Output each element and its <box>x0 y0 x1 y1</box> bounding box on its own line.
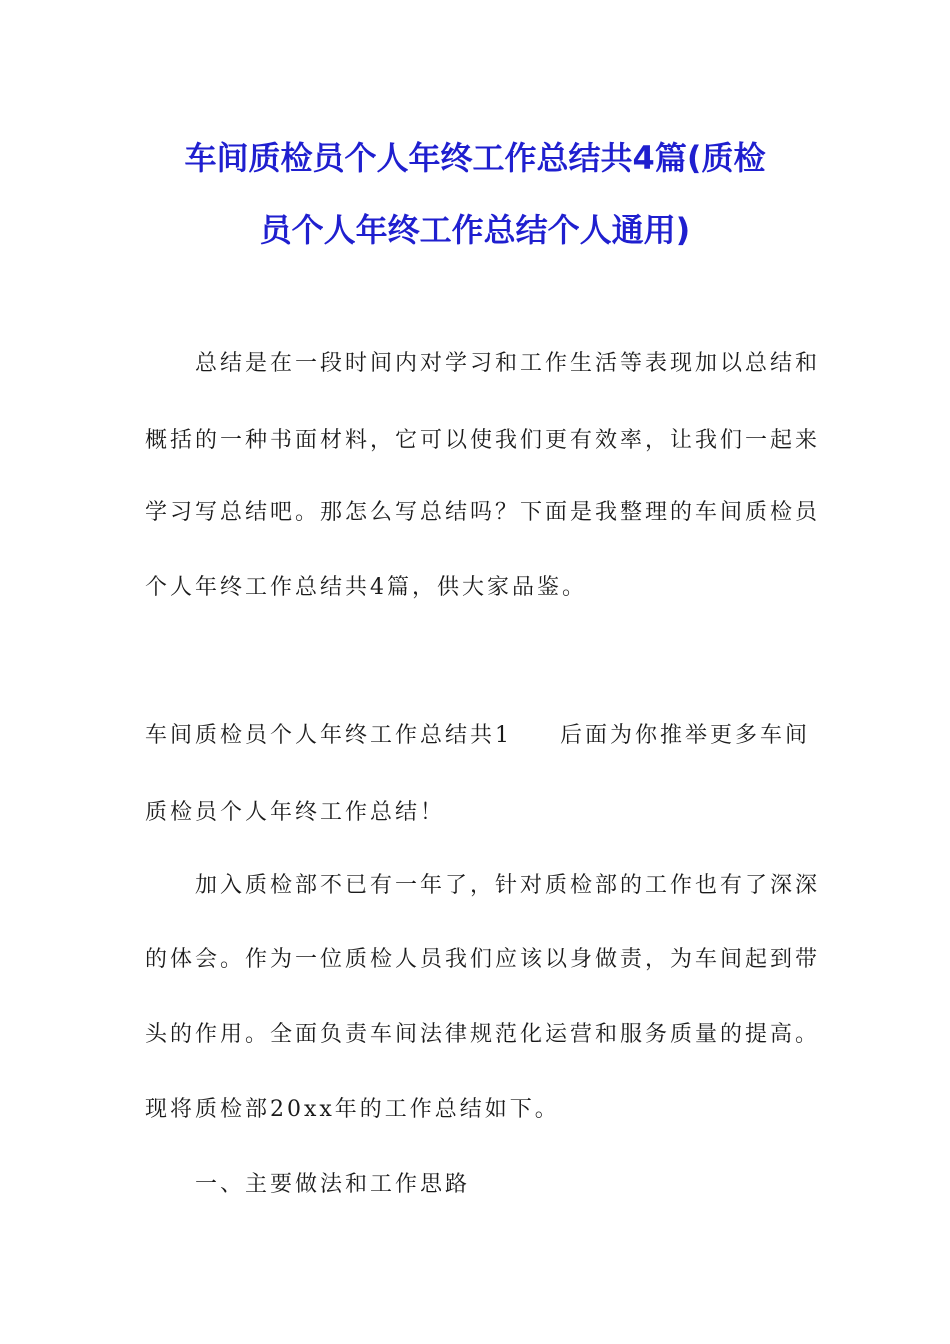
body-line-2: 的体会。作为一位质检人员我们应该以身做责，为车间起到带 <box>145 947 821 972</box>
intro-line-1: 总结是在一段时间内对学习和工作生活等表现加以总结和 <box>195 351 821 376</box>
body-line-3: 头的作用。全面负责车间法律规范化运营和服务质量的提高。 <box>145 1022 821 1047</box>
document-title-line-2: 员个人年终工作总结个人通用) <box>259 211 691 249</box>
document-title-line-1: 车间质检员个人年终工作总结共4篇(质检 <box>184 139 766 177</box>
intro-line-3: 学习写总结吧。那怎么写总结吗？下面是我整理的车间质检员 <box>145 500 821 525</box>
section-heading-text: 车间质检员个人年终工作总结共1 <box>145 723 512 748</box>
intro-line-2: 概括的一种书面材料，它可以使我们更有效率，让我们一起来 <box>145 428 821 453</box>
subheading: 一、主要做法和工作思路 <box>195 1172 471 1197</box>
section-heading-line-2: 质检员个人年终工作总结！ <box>145 800 446 825</box>
intro-line-4: 个人年终工作总结共4篇，供大家品鉴。 <box>145 575 587 600</box>
body-line-4: 现将质检部20xx年的工作总结如下。 <box>145 1097 560 1122</box>
section-heading-line-1 <box>145 718 810 749</box>
section-heading-tail: 后面为你推举更多车间 <box>560 723 811 748</box>
body-line-1: 加入质检部不已有一年了，针对质检部的工作也有了深深 <box>195 873 821 898</box>
